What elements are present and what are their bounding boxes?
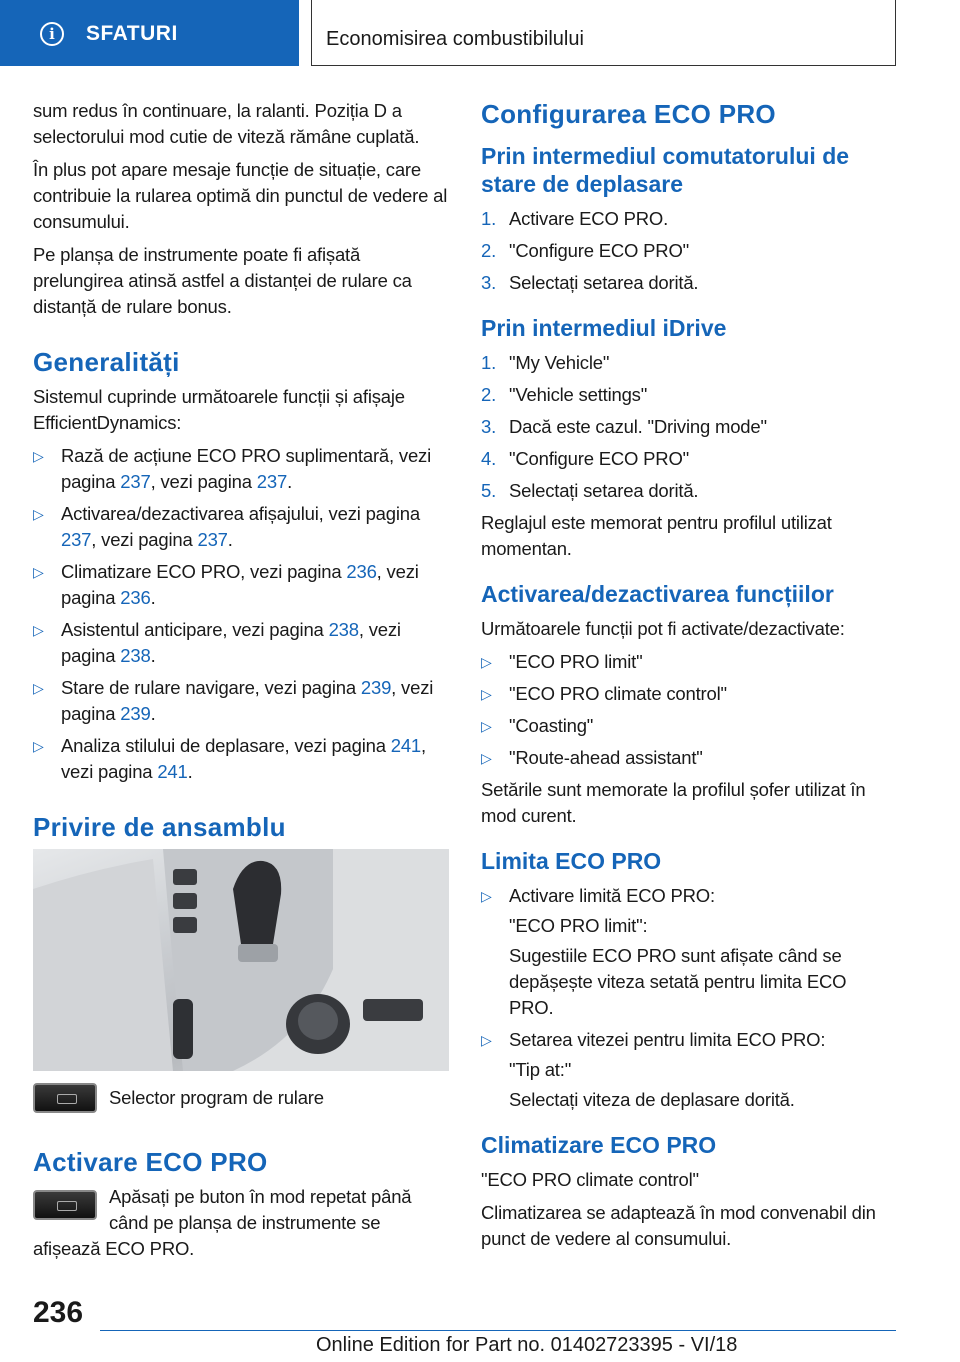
page-link[interactable]: 237	[120, 471, 151, 492]
list-item: ▷ Setarea vitezei pentru limita ECO PRO: "Tip at:" Selectați viteza de deplasare dorită.	[481, 1029, 826, 1110]
section-title: Economisirea combustibilului	[326, 28, 584, 50]
intro-paragraph: sum redus în continuare, la ralanti. Poziția D a selectorului mod cutie de viteză rămâne cuplată.	[33, 100, 420, 147]
triangle-bullet-icon: ▷	[481, 1032, 492, 1048]
triangle-bullet-icon: ▷	[33, 738, 44, 754]
heading-idrive: Prin intermediul iDrive	[481, 315, 727, 341]
selector-caption: Selector program de rulare	[109, 1087, 324, 1108]
list-item: 4. "Configure ECO PRO"	[481, 448, 690, 469]
heading-switch: Prin intermediul comutatorului de stare de deplasare	[481, 143, 850, 197]
triangle-bullet-icon: ▷	[481, 686, 492, 702]
functions-text: Următoarele funcții pot fi activate/dezactivate:	[481, 618, 845, 639]
general-text: Sistemul cuprinde următoarele funcții și afișaje EfficientDynamics:	[33, 386, 405, 433]
list-item: 1. Activare ECO PRO.	[481, 208, 669, 229]
list-item: 1. "My Vehicle"	[481, 352, 610, 373]
triangle-bullet-icon: ▷	[481, 654, 492, 670]
triangle-bullet-icon: ▷	[33, 448, 44, 464]
header-tag: SFATURI	[86, 22, 178, 45]
limit-list	[481, 883, 893, 1113]
page-link[interactable]: 237	[256, 471, 288, 492]
triangle-bullet-icon: ▷	[481, 750, 492, 766]
functions-note: Setările sunt memorate la profilul șofer utilizat în mod curent.	[481, 779, 866, 826]
list-item: ▷ Climatizare ECO PRO, vezi pagina 236, vezi pagina 236.	[33, 561, 419, 608]
heading-climate: Climatizare ECO PRO	[481, 1132, 717, 1158]
triangle-bullet-icon: ▷	[481, 888, 492, 904]
list-item: 5. Selectați setarea dorită.	[481, 480, 699, 501]
footer-edition: Online Edition for Part no. 01402723395 - VI/18	[316, 1334, 738, 1356]
list-item: 3. Selectați setarea dorită.	[481, 272, 699, 293]
list-item: ▷ Asistentul anticipare, vezi pagina 238, vezi pagina 238.	[33, 619, 401, 666]
triangle-bullet-icon: ▷	[33, 506, 44, 522]
page-link[interactable]: 236	[346, 561, 377, 582]
triangle-bullet-icon: ▷	[33, 680, 44, 696]
center-console-photo	[33, 849, 449, 1071]
heading-config: Configurarea ECO PRO	[481, 99, 776, 129]
info-icon: i	[40, 22, 64, 46]
list-item: ▷ "Coasting"	[481, 713, 893, 739]
idrive-steps	[481, 350, 893, 504]
page-link[interactable]: 237	[197, 529, 228, 550]
intro-paragraph: În plus pot apare mesaje funcție de situație, care contribuie la rularea optimă din punctul de vedere al consumului.	[33, 159, 448, 232]
heading-overview: Privire de ansamblu	[33, 812, 286, 842]
activate-block	[33, 1184, 449, 1262]
page-link[interactable]: 241	[157, 761, 188, 782]
triangle-bullet-icon: ▷	[33, 622, 44, 638]
heading-activate: Activare ECO PRO	[33, 1147, 268, 1177]
heading-limit: Limita ECO PRO	[481, 848, 662, 874]
functions-list	[481, 649, 893, 771]
heading-functions: Activarea/dezactivarea funcțiilor	[481, 581, 834, 607]
driving-mode-switch-icon	[33, 1083, 97, 1113]
list-item: ▷ "Route-ahead assistant"	[481, 745, 893, 771]
footer-rule	[100, 1330, 896, 1331]
climate-sub: "ECO PRO climate control"	[481, 1169, 699, 1190]
intro-paragraph: Pe planșa de instrumente poate fi afișată prelungirea atinsă astfel a distanței de rulare ca distanță de rulare bonus.	[33, 244, 412, 317]
list-item: ▷ Analiza stilului de deplasare, vezi pagina 241, vezi pagina 241.	[33, 735, 426, 782]
list-item: ▷ Stare de rulare navigare, vezi pagina 239, vezi pagina 239.	[33, 677, 434, 724]
left-column	[33, 98, 449, 1269]
list-item: ▷ Activare limită ECO PRO: "ECO PRO limit": Sugestiile ECO PRO sunt afișate când se depășește viteza setată pentru limita ECO PRO.	[481, 885, 847, 1018]
page-link[interactable]: 238	[328, 619, 359, 640]
triangle-bullet-icon: ▷	[481, 718, 492, 734]
page-number: 236	[33, 1296, 84, 1329]
switch-steps	[481, 206, 893, 296]
center-console-illustration	[33, 849, 449, 1071]
page-link[interactable]: 238	[120, 645, 151, 666]
page-link[interactable]: 241	[390, 735, 422, 756]
header-section-box	[311, 0, 896, 66]
list-item: 3. Dacă este cazul. "Driving mode"	[481, 416, 767, 437]
driving-mode-switch-icon	[33, 1190, 97, 1220]
triangle-bullet-icon: ▷	[33, 564, 44, 580]
list-item: ▷ "ECO PRO limit"	[481, 649, 893, 675]
activate-text: Apăsați pe buton în mod repetat până când pe planșa de instrumente se afișează ECO PRO.	[33, 1186, 412, 1259]
heading-general: Generalități	[33, 347, 180, 377]
page-link[interactable]: 239	[360, 677, 392, 698]
header-tag-bar	[0, 0, 299, 66]
list-item: 2. "Vehicle settings"	[481, 384, 648, 405]
selector-caption-row	[33, 1083, 449, 1118]
page-link[interactable]: 239	[120, 703, 151, 724]
page-link[interactable]: 236	[120, 587, 151, 608]
list-item: ▷ Activarea/dezactivarea afișajului, vezi pagina 237, vezi pagina 237.	[33, 503, 420, 550]
list-item: ▷ Rază de acțiune ECO PRO suplimentară, vezi pagina 237, vezi pagina 237.	[33, 445, 431, 492]
right-column	[481, 98, 893, 1259]
climate-text: Climatizarea se adaptează în mod convenabil din punct de vedere al consumului.	[481, 1202, 876, 1249]
general-list	[33, 443, 449, 785]
list-item: ▷ "ECO PRO climate control"	[481, 681, 893, 707]
page-link[interactable]: 237	[61, 529, 92, 550]
idrive-note: Reglajul este memorat pentru profilul utilizat momentan.	[481, 512, 832, 559]
list-item: 2. "Configure ECO PRO"	[481, 240, 690, 261]
